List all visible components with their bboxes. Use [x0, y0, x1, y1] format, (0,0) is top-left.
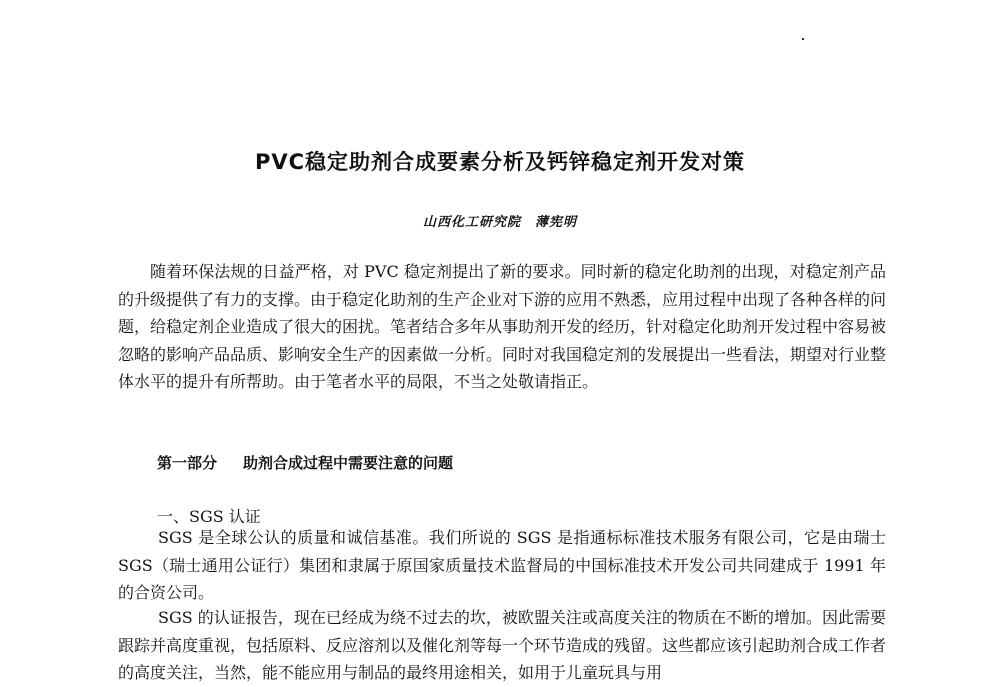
section-title: 助剂合成过程中需要注意的问题: [243, 454, 454, 472]
scan-speck: [802, 38, 804, 40]
subsection-heading: 一、SGS 认证: [157, 507, 261, 526]
paper-title: PVC稳定助剂合成要素分析及钙锌稳定剂开发对策: [254, 150, 746, 174]
affiliation: 山西化工研究院: [422, 215, 521, 230]
sgs-paragraph-2: SGS 的认证报告，现在已经成为绕不过去的坎，被欧盟关注或高度关注的物质在不断的增加。因此需要跟踪并高度重视，包括原料、反应溶剂以及催化剂等每一个环节造成的残留。这些都应该引起助剂合成工作者的高度关注，当然，能不能应用与制品的最终用途相关，如用于儿童玩具与用: [118, 608, 887, 682]
byline: [0, 211, 1000, 230]
author-name: 薄宪明: [535, 215, 578, 230]
sgs-paragraph-1: SGS 是全球公认的质量和诚信基准。我们所说的 SGS 是指通标标准技术服务有限公司，它是由瑞士 SGS（瑞士通用公证行）集团和隶属于原国家质量技术监督局的中国标准技术开发公司共同建成于 1991 年的合资公司。: [118, 528, 886, 602]
intro-paragraph: 随着环保法规的日益严格，对 PVC 稳定剂提出了新的要求。同时新的稳定化助剂的出现，对稳定剂产品的升级提供了有力的支撑。由于稳定化助剂的生产企业对下游的应用不熟悉，应用过程中出现了各种各样的问题，给稳定剂企业造成了很大的困扰。笔者结合多年从事助剂开发的经历，针对稳定化助剂开发过程中容易被忽略的影响产品品质、影响安全生产的因素做一分析。同时对我国稳定剂的发展提出一些看法，期望对行业整体水平的提升有所帮助。由于笔者水平的局限，不当之处敬请指正。: [118, 262, 887, 391]
section-label: 第一部分: [157, 454, 218, 472]
section-heading: [157, 452, 453, 473]
